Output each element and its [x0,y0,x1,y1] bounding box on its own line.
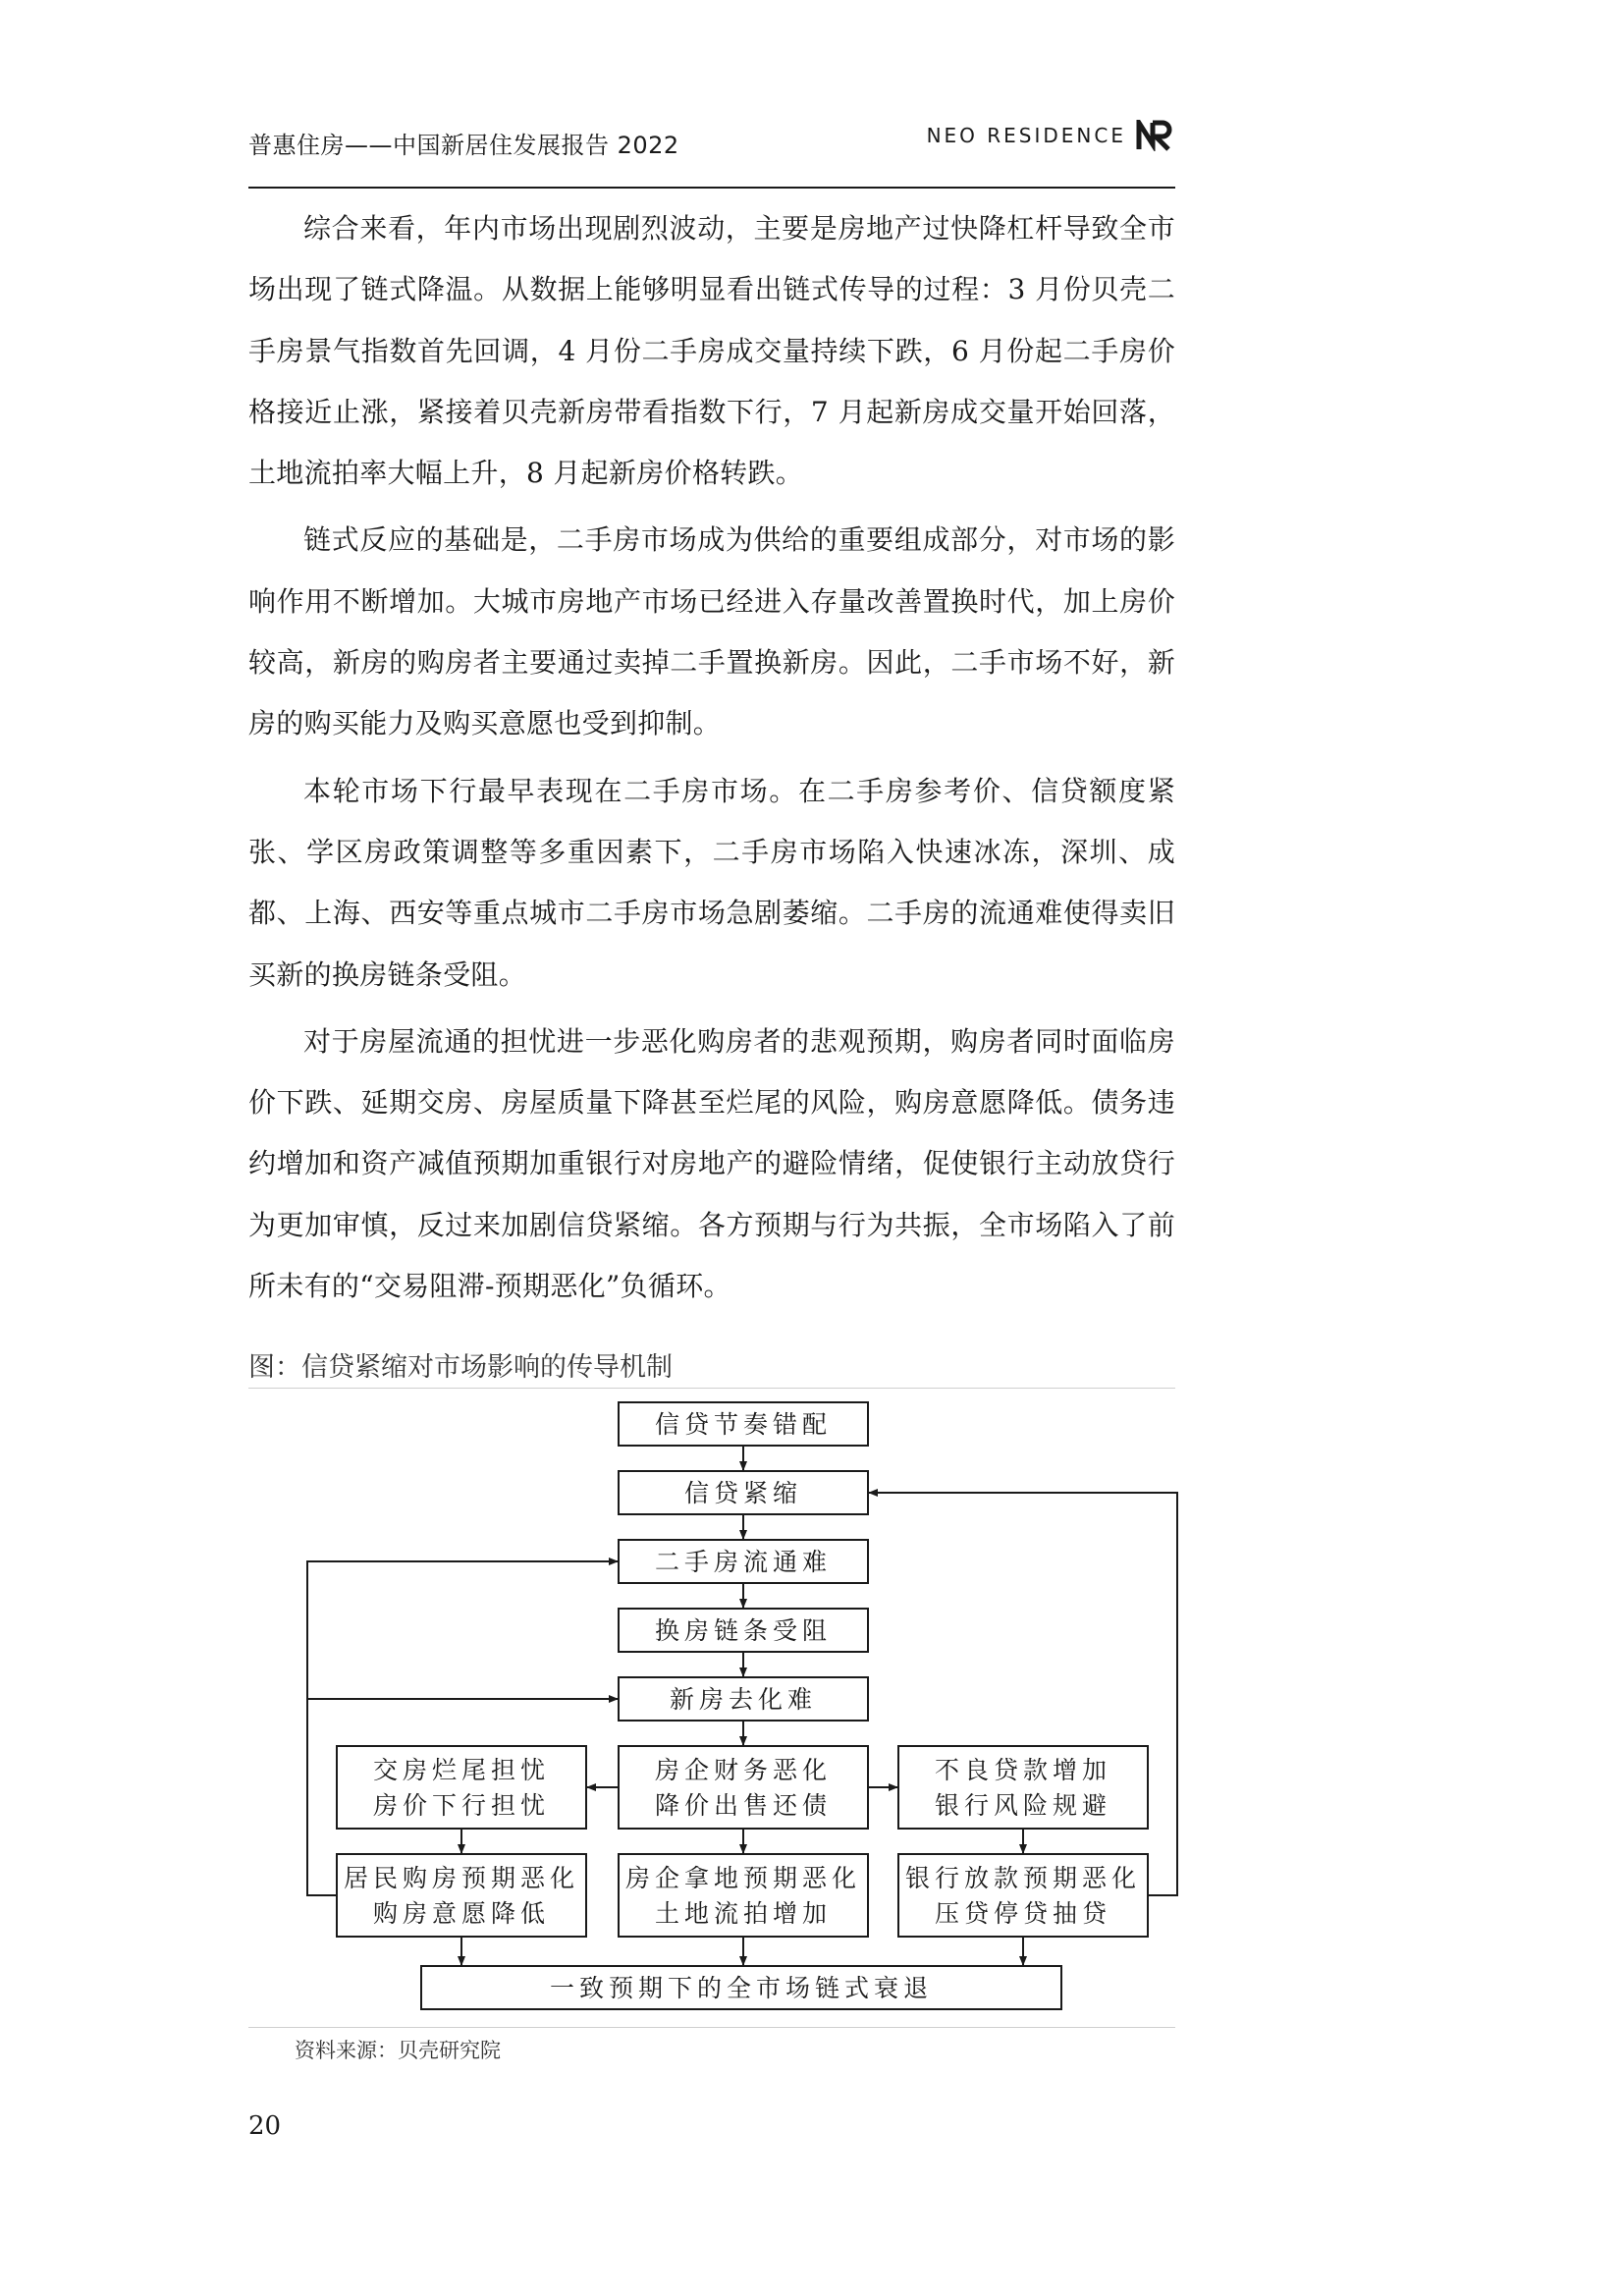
node-label: 信贷节奏错配 [654,1410,833,1439]
report-title: 普惠住房——中国新居住发展报告 2022 [248,132,679,159]
node-developer-land [619,1854,868,1937]
flow-diagram [248,1385,1191,2043]
node-bad-loans [898,1746,1148,1829]
node-label: 房价下行担忧 [372,1791,551,1820]
node-label: 房企财务恶化 [654,1756,833,1784]
paragraph: 本轮市场下行最早表现在二手房市场。在二手房参考价、信贷额度紧张、学区房政策调整等多重因素下，二手房市场陷入快速冰冻，深圳、成都、上海、西安等重点城市二手房市场急剧萎缩。二手房的流通难使得卖旧买新的换房链条受阻。 [248,774,1175,991]
node-label: 换房链条受阻 [654,1616,833,1645]
node-label: 土地流拍增加 [654,1899,833,1928]
node-developer-finance [619,1746,868,1829]
node-label: 降价出售还债 [654,1791,833,1820]
node-label: 银行放款预期恶化 [904,1864,1142,1892]
node-label: 房企拿地预期恶化 [624,1864,862,1892]
brand-name: NEO RESIDENCE [926,124,1126,147]
node-resident-expectation [337,1854,586,1937]
node-label: 交房烂尾担忧 [372,1756,551,1784]
page-header [248,116,1175,189]
node-label: 居民购房预期恶化 [343,1864,580,1892]
node-label: 压贷停贷抽贷 [934,1899,1112,1928]
node-market-recession [421,1966,1061,2009]
node-label: 信贷紧缩 [683,1479,803,1507]
node-delivery-worry [337,1746,586,1829]
node-credit-mismatch [619,1402,868,1446]
node-label: 二手房流通难 [654,1548,833,1576]
paragraph: 链式反应的基础是，二手房市场成为供给的重要组成部分，对市场的影响作用不断增加。大城市房地产市场已经进入存量改善置换时代，加上房价较高，新房的购房者主要通过卖掉二手置换新房。因此，二手市场不好，新房的购买能力及购买意愿也受到抑制。 [248,523,1175,740]
brand [927,120,1175,151]
body-text [248,198,1175,1323]
nr-logo-icon [1136,120,1175,151]
node-bank-lending [898,1854,1148,1937]
node-label: 不良贷款增加 [934,1756,1112,1784]
node-label: 购房意愿降低 [372,1899,551,1928]
paragraph: 对于房屋流通的担忧进一步恶化购房者的悲观预期，购房者同时面临房价下跌、延期交房、房屋质量下降甚至烂尾的风险，购房意愿降低。债务违约增加和资产减值预期加重银行对房地产的避险情绪，促使银行主动放贷行为更加审慎，反过来加剧信贷紧缩。各方预期与行为共振，全市场陷入了前所未有的“交易阻滞-预期恶化”负循环。 [248,1024,1175,1303]
paragraph: 综合来看，年内市场出现剧烈波动，主要是房地产过快降杠杆导致全市场出现了链式降温。从数据上能够明显看出链式传导的过程：3 月份贝壳二手房景气指数首先回调，4 月份二手房成交量持续下跌，6 月份起二手房价格接近止涨，紧接着贝壳新房带看指数下行，7 月起新房成交量开始回落，土地流拍率大幅上升，8 月起新房价格转跌。 [248,212,1175,490]
node-new-home-destocking [619,1677,868,1721]
node-label: 新房去化难 [669,1685,818,1714]
figure-source: 资料来源：贝壳研究院 [295,2039,501,2062]
node-credit-tightening [619,1471,868,1514]
node-second-hand-circulation [619,1540,868,1583]
source-rule [248,2027,1175,2028]
node-chain-blocked [619,1609,868,1652]
page-number: 20 [248,2111,282,2141]
figure-caption: 图：信贷紧缩对市场影响的传导机制 [248,1352,673,1383]
node-label: 一致预期下的全市场链式衰退 [549,1974,934,2002]
node-label: 银行风险规避 [934,1791,1112,1820]
